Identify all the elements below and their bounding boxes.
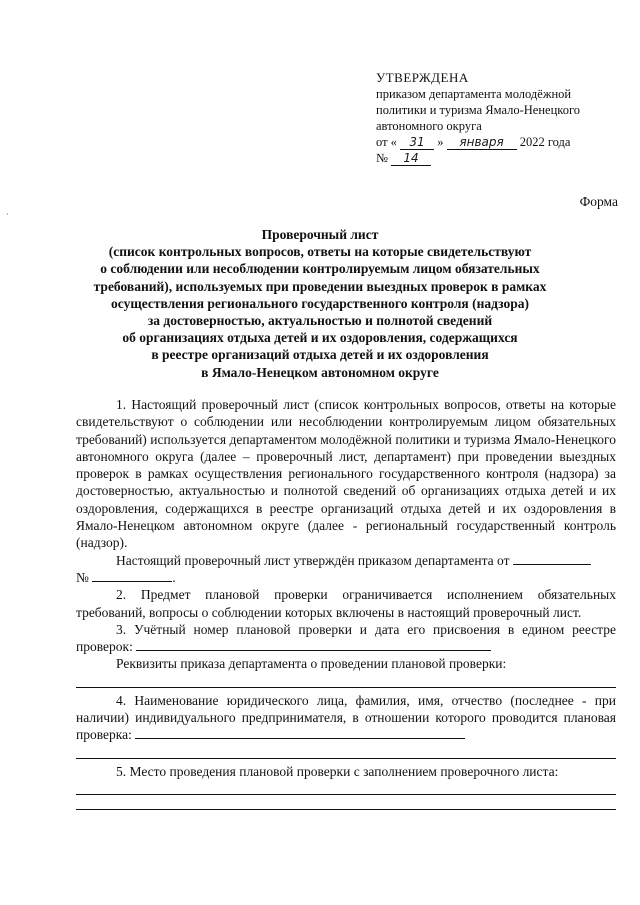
document-title: Проверочный лист (список контрольных вопросов, ответы на которые свидетельствуют о соблюдении или несоблюдении контролируемым лицом обязательных требований), используемых при проведении выездных проверок в рамках осуществления регионального государственного контроля (надзора) за достоверностью, актуальностью и полнотой сведений об организациях отдыха детей и их оздоровления, содержащихся в реестре организаций отдыха детей и их оздоровления в Ямало-Ненецком автономном округе bbox=[93, 227, 547, 380]
blank-date-field bbox=[513, 552, 591, 565]
paragraph-3: 3. Учётный номер плановой проверки и дата его присвоения в едином реестре проверок: bbox=[76, 621, 616, 655]
blank-registry-field bbox=[136, 638, 491, 651]
paragraph-2: 2. Предмет плановой проверки ограничивается исполнением обязательных требований, вопросы о соблюдении которых включены в настоящий проверочный лист. bbox=[76, 587, 616, 620]
blank-entity-field bbox=[135, 726, 465, 739]
approval-line: политики и туризма Ямало-Ненецкого bbox=[376, 103, 581, 117]
handwritten-day: 31 bbox=[400, 135, 434, 150]
blank-line bbox=[76, 780, 616, 795]
approval-stamp bbox=[376, 70, 616, 166]
paragraph-4: 4. Наименование юридического лица, фамилия, имя, отчество (последнее - при наличии) индивидуального предпринимателя, в отношении которого проводится плановая проверка: bbox=[76, 692, 616, 743]
blank-line bbox=[76, 795, 616, 810]
paragraph-1c: № . bbox=[76, 569, 176, 585]
paragraph-5: 5. Место проведения плановой проверки с заполнением проверочного листа: bbox=[116, 763, 559, 779]
blank-line bbox=[76, 673, 616, 688]
paragraph-1: 1. Настоящий проверочный лист (список контрольных вопросов, ответы на которые свидетельствуют о соблюдении или несоблюдении контролируемым лицом обязательных требований) используется департаментом молодёжной политики и туризма Ямало-Ненецкого автономного округа (далее – проверочный лист, департамент) при проведении выездных проверок в рамках осуществления регионального государственного контроля (надзора) за достоверностью, актуальностью и полнотой сведений об организациях отдыха детей и их оздоровления, содержащихся в реестре организаций отдыха детей и их оздоровления в Ямало-Ненецком автономном округе (далее - региональный государственный контроль (надзор). bbox=[76, 397, 616, 551]
approval-title: УТВЕРЖДЕНА bbox=[376, 70, 469, 85]
approval-line: автономного округа bbox=[376, 119, 482, 133]
paragraph-1b: Настоящий проверочный лист утверждён приказом департамента от bbox=[76, 552, 616, 569]
paragraph-3b: Реквизиты приказа департамента о проведении плановой проверки: bbox=[116, 656, 507, 672]
approval-date: от « 31 » января 2022 года bbox=[376, 135, 571, 149]
scan-speck: · bbox=[6, 210, 9, 219]
blank-number-field bbox=[92, 569, 172, 582]
approval-line: приказом департамента молодёжной bbox=[376, 87, 572, 101]
form-label: Форма bbox=[579, 194, 618, 209]
handwritten-month: января bbox=[447, 135, 517, 150]
document-body bbox=[76, 396, 616, 810]
handwritten-number: 14 bbox=[391, 151, 431, 166]
blank-line bbox=[76, 744, 616, 759]
approval-number: № 14 bbox=[376, 150, 616, 166]
